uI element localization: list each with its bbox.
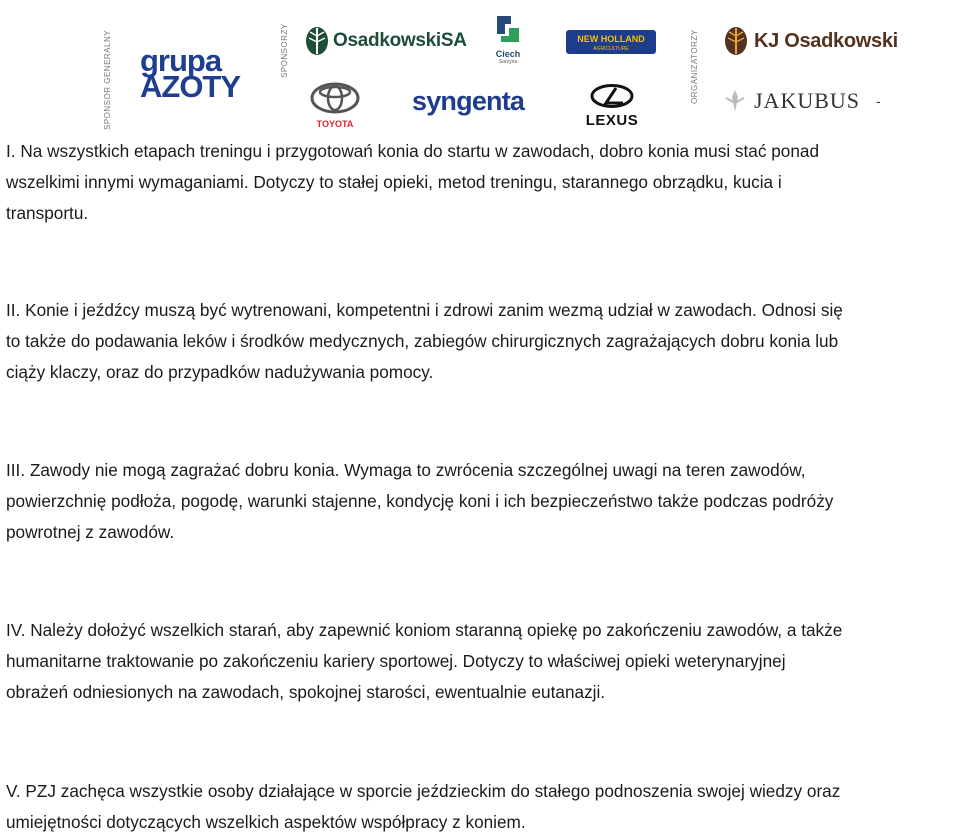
syngenta-logo [412,86,524,117]
ciech-logo [488,14,528,65]
label-organizers: ORGANIZATORZY [690,29,699,104]
kj-osadkowski-text: KJ Osadkowski [754,29,898,52]
grupa-azoty-logo [140,43,260,104]
paragraph-line: ciąży klaczy, oraz do przypadków nadużywania pomocy. [6,362,434,382]
toyota-text: TOYOTA [316,119,354,129]
paragraph-line: humanitarne traktowanie po zakończeniu kariery sportowej. Dotyczy to właściwej opieki weterynaryjnej [6,651,786,671]
ciech-emblem-icon [493,14,523,44]
paragraph-line: wszelkimi innymi wymaganiami. Dotyczy to stałej opieki, metod treningu, starannego obrządku, kucia i [6,172,782,192]
syngenta-text: syngenta [412,86,525,116]
grupa-azoty-line1: grupa [140,43,222,78]
ciech-text: Ciech [495,49,521,59]
sponsor-banner [0,0,960,135]
osadkowski-text: OsadkowskiSA [333,30,467,51]
osadkowski-leaf-icon [305,26,329,56]
toyota-logo [307,82,363,129]
paragraph-3 [6,455,833,548]
paragraph-1 [6,136,819,229]
jakubus-dash: - [876,93,881,109]
lexus-emblem-icon [590,84,634,108]
kj-osadkowski-logo [724,26,898,56]
new-holland-subtext: AGRICULTURE [593,46,629,52]
paragraph-line: powierzchnię podłoża, pogodę, warunki stajenne, kondycję koni i ich bezpieczeństwo także podczas podróży [6,491,834,511]
grupa-azoty-line2: AZOTY [140,69,241,104]
paragraph-4 [6,615,842,708]
kj-leaf-icon [724,26,748,56]
jakubus-emblem-icon [722,88,748,114]
paragraph-line: III. Zawody nie mogą zagrażać dobru konia. Wymaga to zwrócenia szczególnej uwagi na teren zawodów, [6,460,806,480]
toyota-emblem-icon [310,82,360,114]
lexus-text: LEXUS [585,112,639,129]
ciech-subtext: Sarzyna [498,59,518,65]
paragraph-line: to także do podawania leków i środków medycznych, zabiegów chirurgicznych zagrażających dobru konia lub [6,331,839,351]
paragraph-line: powrotnej z zawodów. [6,522,175,542]
paragraph-line: umiejętności dotyczących wszelkich aspektów współpracy z koniem. [6,812,526,832]
paragraph-line: V. PZJ zachęca wszystkie osoby działające w sporcie jeździeckim do stałego podnoszenia swojej wiedzy oraz [6,781,841,801]
paragraph-line: transportu. [6,203,89,223]
new-holland-text: NEW HOLLAND [577,34,645,44]
jakubus-text: JAKUBUS [754,88,861,113]
jakubus-logo [722,88,881,114]
label-sponsors: SPONSORZY [280,23,289,78]
lexus-logo [566,84,658,129]
paragraph-line: obrażeń odniesionych na zawodach, spokojnej starości, ewentualnie eutanazji. [6,682,606,702]
paragraph-line: II. Konie i jeźdźcy muszą być wytrenowani, kompetentni i zdrowi zanim wezmą udział w zawodach. Odnosi się [6,300,843,320]
paragraph-line: IV. Należy dołożyć wszelkich starań, aby zapewnić koniom staranną opiekę po zakończeniu zawodów, a także [6,620,843,640]
paragraph-2 [6,295,843,388]
paragraph-5 [6,776,840,838]
new-holland-logo [566,30,656,54]
label-general-sponsor: SPONSOR GENERALNY [103,29,112,130]
paragraph-line: I. Na wszystkich etapach treningu i przygotowań konia do startu w zawodach, dobro konia musi stać ponad [6,141,820,161]
osadkowski-sa-logo [305,26,467,56]
